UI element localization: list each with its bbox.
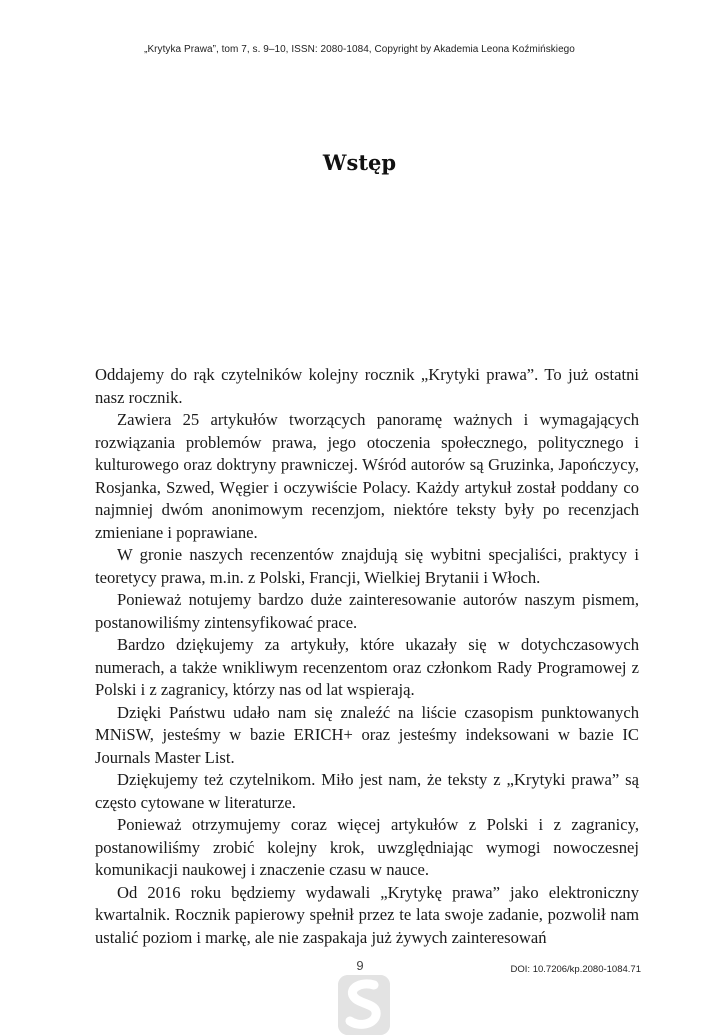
running-header: „Krytyka Prawa”, tom 7, s. 9–10, ISSN: 2080-1084, Copyright by Akademia Leona Koźmińskiego [144, 44, 575, 55]
paragraph: Ponieważ otrzymujemy coraz więcej artykułów z Polski i z zagranicy, postanowiliśmy zrobić kolejny krok, uwzględniając wymogi nowoczesnej komunikacji naukowej i znaczenie czasu w nauce. [95, 815, 639, 879]
page-title: Wstęp [322, 150, 397, 175]
paragraph: Oddajemy do rąk czytelników kolejny rocznik „Krytyki prawa”. To już ostatni nasz rocznik. [95, 365, 639, 407]
doi-label: DOI: 10.7206/kp.2080-1084.71 [510, 964, 641, 975]
paragraph: Ponieważ notujemy bardzo duże zainteresowanie autorów naszym pismem, postanowiliśmy zintensyfikować prace. [95, 590, 639, 632]
article-body [95, 364, 639, 949]
paragraph: Zawiera 25 artykułów tworzących panoramę ważnych i wymagających rozwiązania problemów prawa, jego otoczenia społecznego, politycznego i kulturowego oraz doktryny prawniczej. Wśród autorów są Gruzinka, Japończycy, Rosjanka, Szwed, Węgier i oczywiście Polacy. Każdy artykuł został poddany co najmniej dwóm anonimowym recenzjom, niektóre teksty były po recenzjach zmieniane i poprawiane. [95, 410, 639, 542]
paragraph: Dziękujemy też czytelnikom. Miło jest nam, że teksty z „Krytyki prawa” są często cytowane w literaturze. [95, 770, 639, 812]
paragraph: Dzięki Państwu udało nam się znaleźć na liście czasopism punktowanych MNiSW, jesteśmy w bazie ERICH+ oraz jesteśmy indeksowani w bazie IC Journals Master List. [95, 702, 639, 767]
paragraph: Bardzo dziękujemy za artykuły, które ukazały się w dotychczasowych numerach, a także wnikliwym recenzentom oraz członkom Rady Programowej z Polski i z zagranicy, którzy nas od lat wspierają. [95, 635, 639, 699]
page-number: 9 [356, 958, 364, 973]
paragraph: Od 2016 roku będziemy wydawali „Krytykę prawa” jako elektroniczny kwartalnik. Rocznik papierowy spełnił przez te lata swoje zadanie, pozwolił nam ustalić poziom i markę, ale nie zaspakaja już żywych zainteresowań [95, 882, 639, 947]
publisher-logo-icon [338, 975, 390, 1035]
paragraph: W gronie naszych recenzentów znajdują się wybitni specjaliści, praktycy i teoretycy prawa, m.in. z Polski, Francji, Wielkiej Brytanii i Włoch. [95, 545, 639, 587]
